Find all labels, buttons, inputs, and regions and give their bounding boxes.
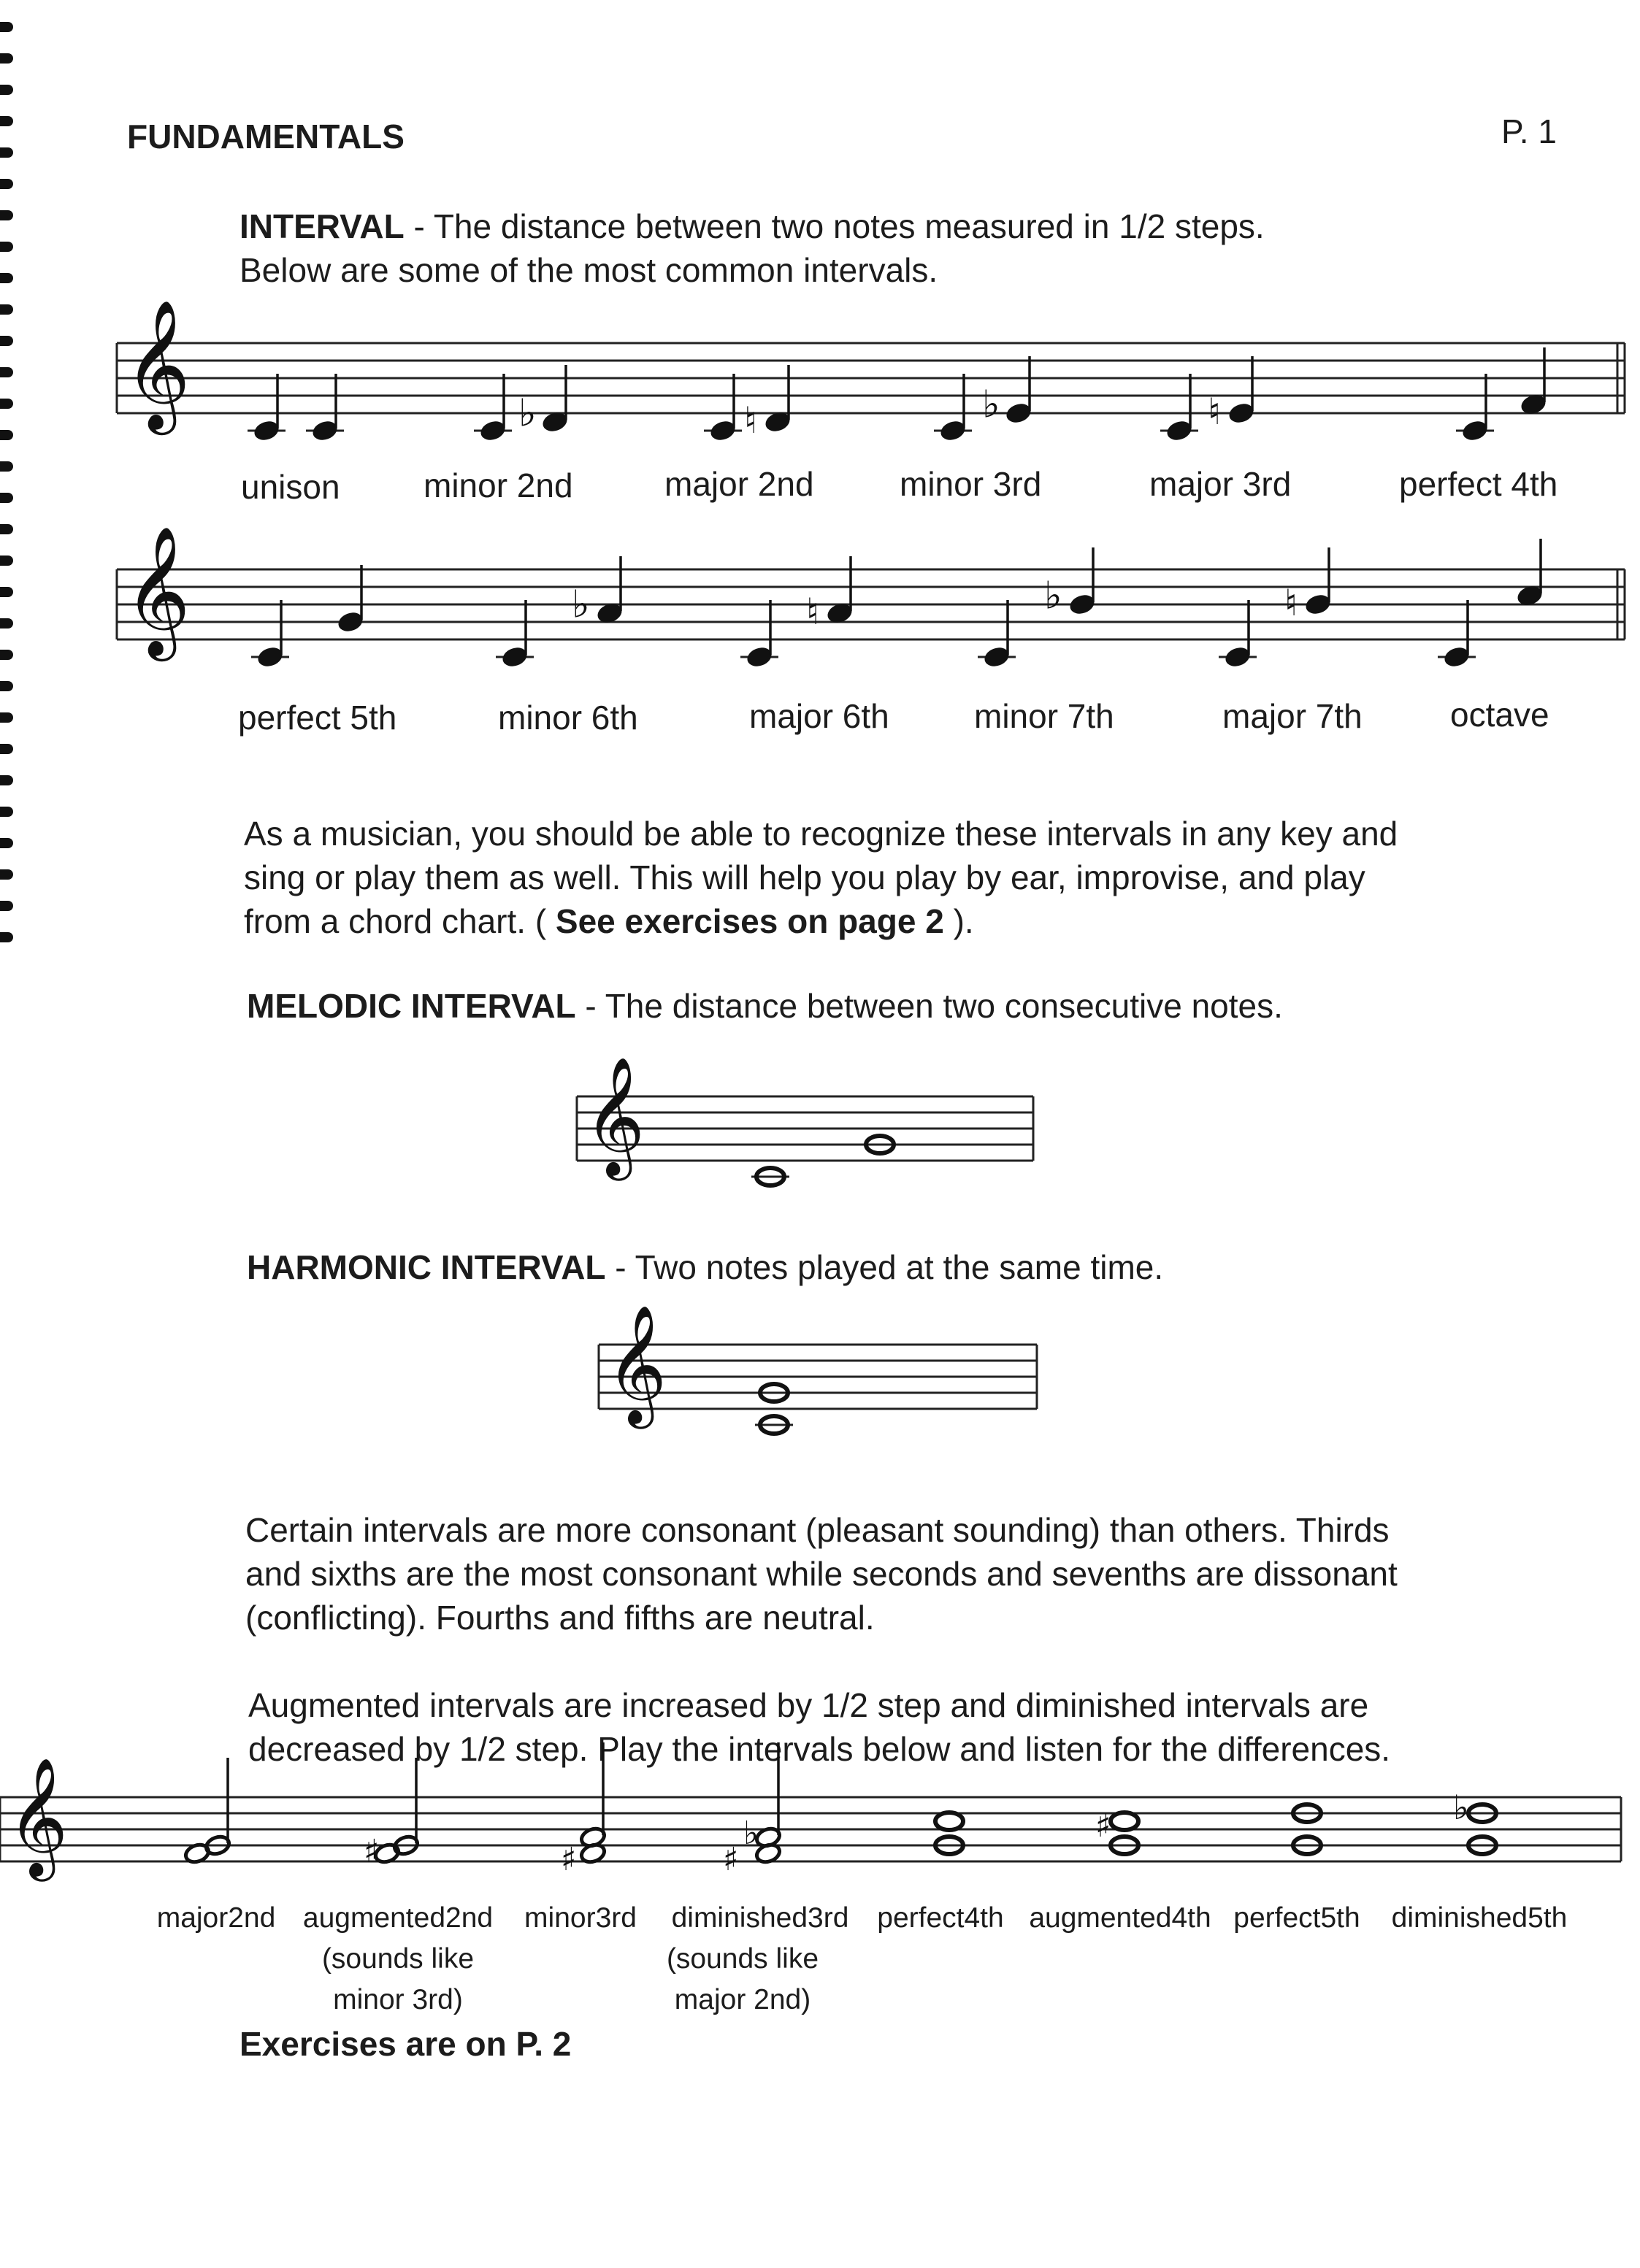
label-diminished5th: diminished5th [1391,1902,1568,1934]
harmonic-term: HARMONIC INTERVAL [247,1248,606,1286]
binding-hole [0,430,13,440]
harmonic-definition-text: - Two notes played at the same time. [605,1248,1164,1286]
binding-hole [0,399,13,409]
sharp-icon: ♯ [1095,1807,1111,1845]
binding-hole [0,524,13,534]
whole-note-head [935,1813,963,1830]
binding-hole [0,273,13,283]
binding-hole [0,242,13,252]
sharp-icon: ♯ [364,1833,380,1871]
binding-hole [0,775,13,785]
binding-hole [0,493,13,503]
exercise-reference: See exercises on page 2 [555,902,944,940]
interval-term: INTERVAL [240,207,405,245]
treble-clef-icon: 𝄞 [124,299,191,430]
interval-line2: Below are some of the most common intervals. [240,251,938,289]
label-minor-6th: minor 6th [498,699,638,737]
musician-line2: sing or play them as well. This will help you play by ear, improvise, and play [244,858,1365,896]
augmented-line1: Augmented intervals are increased by 1/2 step and diminished intervals are [248,1686,1369,1724]
natural-icon: ♮ [1208,391,1221,433]
binding-hole [0,650,13,660]
whole-note-head [1111,1813,1138,1830]
melodic-term: MELODIC INTERVAL [247,987,576,1025]
treble-clef-icon: 𝄞 [584,1056,645,1176]
binding-hole [0,587,13,597]
label-minor-3rd: minor 3rd [900,465,1042,503]
augmented-line2: decreased by 1/2 step. Play the intervals below and listen for the differences. [248,1730,1391,1768]
consonance-line1: Certain intervals are more consonant (pleasant sounding) than others. Thirds [245,1511,1390,1549]
sharp-icon: ♯ [561,1841,577,1879]
consonance-line2: and sixths are the most consonant while seconds and sevenths are dissonant [245,1555,1398,1593]
binding-hole [0,618,13,628]
label-augmented2nd-note1: (sounds like [321,1943,475,1975]
interval-definition [240,204,1265,248]
treble-clef-icon: 𝄞 [7,1756,69,1877]
musician-line1: As a musician, you should be able to recognize these intervals in any key and [244,815,1398,853]
melodic-interval-staff [570,1056,1051,1212]
binding-hole [0,210,13,220]
label-major2nd: major2nd [156,1902,276,1934]
flat-icon: ♭ [1044,574,1062,618]
harmonic-interval-staff [591,1304,1044,1460]
label-perfect4th: perfect4th [877,1902,1004,1934]
flat-icon: ♭ [572,583,590,627]
label-augmented2nd: augmented2nd [302,1902,494,1934]
binding-hole [0,901,13,911]
binding-hole [0,869,13,880]
label-major-3rd: major 3rd [1149,465,1292,503]
binding-hole [0,556,13,566]
label-major-2nd: major 2nd [664,465,814,503]
treble-clef-icon: 𝄞 [606,1304,667,1424]
sharp-icon: ♯ [723,1841,739,1879]
treble-clef-icon: 𝄞 [124,525,191,656]
label-perfect5th: perfect5th [1233,1902,1360,1934]
label-major-6th: major 6th [749,697,889,735]
flat-icon: ♭ [518,391,537,436]
natural-icon: ♮ [806,591,819,633]
label-diminished3rd: diminished3rd [671,1902,849,1934]
label-diminished3rd-note1: (sounds like [666,1943,819,1975]
consonance-line3: (conflicting). Fourths and fifths are neutral. [245,1599,875,1637]
binding-hole [0,461,13,472]
augmented-diminished-staff [0,1756,1636,1913]
section-title: FUNDAMENTALS [127,118,405,155]
label-unison: unison [241,468,340,506]
label-minor-2nd: minor 2nd [424,466,573,504]
binding-hole [0,681,13,691]
binding-hole [0,932,13,942]
interval-staff-row1 [117,299,1636,467]
label-major-7th: major 7th [1222,697,1363,735]
melodic-definition [247,984,1283,1028]
binding-hole [0,367,13,377]
binding-hole [0,336,13,346]
binding-hole [0,53,13,64]
binding-hole [0,838,13,848]
binding-hole [0,179,13,189]
natural-icon: ♮ [744,399,757,442]
musician-line3-end: ). [943,902,974,940]
label-perfect-4th: perfect 4th [1399,465,1558,503]
flat-icon: ♭ [982,383,1000,427]
binding-hole [0,85,13,95]
musician-line3-start: from a chord chart. ( [244,902,556,940]
label-diminished3rd-note2: major 2nd) [674,1984,811,2015]
harmonic-definition [247,1245,1163,1289]
label-augmented4th: augmented4th [1029,1902,1211,1934]
musician-line3 [244,899,974,943]
binding-hole [0,147,13,158]
label-minor3rd: minor3rd [524,1902,637,1934]
natural-icon: ♮ [1284,582,1298,624]
label-augmented2nd-note2: minor 3rd) [333,1984,463,2015]
binding-hole [0,807,13,817]
label-minor-7th: minor 7th [974,697,1114,735]
binding-hole [0,116,13,126]
page-number: P. 1 [1501,112,1557,150]
binding-hole [0,712,13,723]
label-octave: octave [1450,696,1549,734]
flat-icon: ♭ [743,1815,759,1853]
interval-staff-row2 [117,525,1636,693]
interval-definition-text: - The distance between two notes measured in 1/2 steps. [404,207,1265,245]
exercises-note: Exercises are on P. 2 [240,2025,572,2063]
binding-hole [0,744,13,754]
flat-icon: ♭ [1453,1787,1469,1827]
binding-hole [0,304,13,315]
label-perfect-5th: perfect 5th [238,699,397,737]
melodic-definition-text: - The distance between two consecutive notes. [575,987,1283,1025]
binding-hole [0,22,13,32]
